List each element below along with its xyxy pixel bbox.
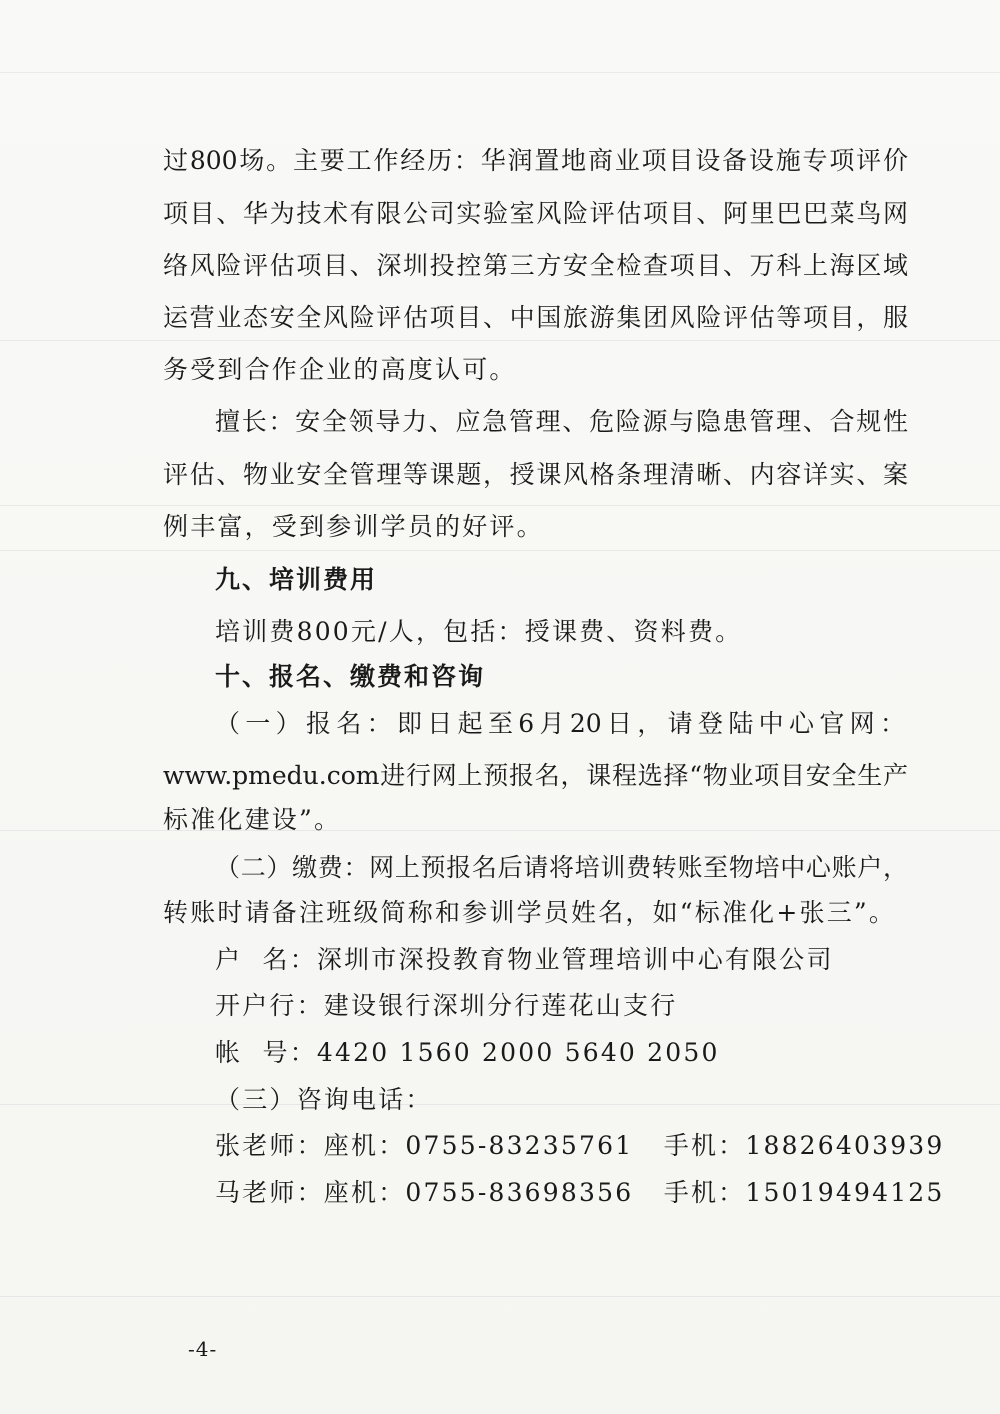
page-number: -4- xyxy=(188,1337,218,1361)
strengths-line-2: 评估、物业安全管理等课题，授课风格条理清晰、内容详实、案 xyxy=(163,460,908,489)
account-number-line: 帐 号：4420 1560 2000 5640 2050 xyxy=(215,1038,720,1067)
bank-line: 开户行：建设银行深圳分行莲花山支行 xyxy=(215,991,678,1020)
experience-line-4: 运营业态安全风险评估项目、中国旅游集团风险评估等项目，服 xyxy=(163,303,908,332)
consult-heading: （三）咨询电话： xyxy=(215,1085,433,1114)
experience-line-5: 务受到合作企业的高度认可。 xyxy=(163,355,517,384)
section-9-heading: 九、培训费用 xyxy=(215,565,378,594)
payment-line-2: 转账时请备注班级简称和参训学员姓名，如“标准化+张三”。 xyxy=(163,898,897,927)
payment-line-1: （二）缴费：网上预报名后请将培训费转账至物培中心账户， xyxy=(215,853,908,882)
strengths-line-3: 例丰富，受到参训学员的好评。 xyxy=(163,512,544,541)
training-fee-text: 培训费800元/人，包括：授课费、资料费。 xyxy=(215,617,743,646)
experience-line-2: 项目、华为技术有限公司实验室风险评估项目、阿里巴巴菜鸟网 xyxy=(163,199,908,228)
strengths-line-1: 擅长：安全领导力、应急管理、危险源与隐患管理、合规性 xyxy=(215,407,908,436)
experience-line-1: 过800场。主要工作经历：华润置地商业项目设备设施专项评价 xyxy=(163,146,908,175)
registration-line-2: www.pmedu.com进行网上预报名，课程选择“物业项目安全生产 xyxy=(163,761,908,790)
registration-line-3: 标准化建设”。 xyxy=(163,805,342,834)
experience-line-3: 络风险评估项目、深圳投控第三方安全检查项目、万科上海区域 xyxy=(163,251,908,280)
section-10-heading: 十、报名、缴费和咨询 xyxy=(215,662,486,691)
contact-ma: 马老师：座机：0755-83698356 手机：15019494125 xyxy=(215,1178,945,1207)
registration-line-1: （一）报名：即日起至6月20日，请登陆中心官网： xyxy=(215,709,905,738)
account-name-line: 户 名：深圳市深投教育物业管理培训中心有限公司 xyxy=(215,945,834,974)
contact-zhang: 张老师：座机：0755-83235761 手机：18826403939 xyxy=(215,1131,945,1160)
